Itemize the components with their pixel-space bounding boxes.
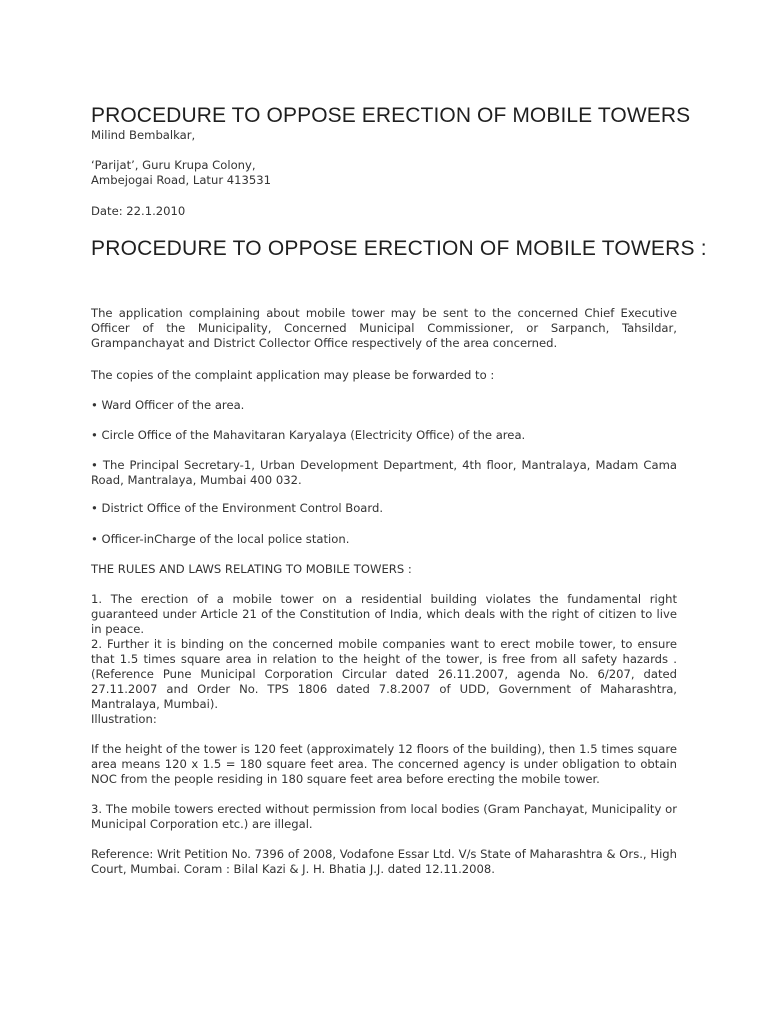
sender-address-line-2: Ambejogai Road, Latur 413531 [91, 173, 272, 187]
copies-lead-text: The copies of the complaint application may please be forwarded to : [91, 368, 495, 382]
rule-2-paragraph: 2. Further it is binding on the concerned mobile companies want to erect mobile tower, to ensure that 1.5 times square area in relation to the height of the tower, is free from all safety hazards . (Reference Pune Municipal Corporation Circular dated 26.11.2007, agenda No. 6/207, dated 27.11.2007 and Order No. TPS 1806 dated 7.8.2007 of UDD, Government of Maharashtra, Mantralaya, Mumbai). [91, 637, 677, 711]
illustration-paragraph: If the height of the tower is 120 feet (approximately 12 floors of the building), then 1.5 times square area means 120 x 1.5 = 180 square feet area. The concerned agency is under obligation to obtain NOC from the people residing in 180 square feet area before erecting the mobile tower. [91, 742, 677, 786]
section-heading: PROCEDURE TO OPPOSE ERECTION OF MOBILE TOWERS : [91, 237, 707, 260]
reference-paragraph: Reference: Writ Petition No. 7396 of 2008, Vodafone Essar Ltd. V/s State of Maharashtra & Ors., High Court, Mumbai. Coram : Bilal Kazi & J. H. Bhatia J.J. dated 12.11.2008. [91, 847, 677, 876]
recipient-item: • Officer-inCharge of the local police station. [91, 532, 350, 546]
sender-name: Milind Bembalkar, [91, 128, 196, 142]
document-title: PROCEDURE TO OPPOSE ERECTION OF MOBILE TOWERS [91, 104, 691, 127]
illustration-label: Illustration: [91, 712, 157, 726]
intro-paragraph: The application complaining about mobile tower may be sent to the concerned Chief Executive Officer of the Municipality, Concerned Municipal Commissioner, or Sarpanch, Tahsildar, Grampanchayat and District Collector Office respectively of the area concerned. [91, 306, 677, 350]
rules-heading: THE RULES AND LAWS RELATING TO MOBILE TOWERS : [91, 562, 412, 576]
recipient-item: • Ward Officer of the area. [91, 398, 245, 412]
rule-1-paragraph: 1. The erection of a mobile tower on a residential building violates the fundamental right guaranteed under Article 21 of the Constitution of India, which deals with the right of citizen to live in peace. [91, 592, 677, 636]
rule-3-paragraph: 3. The mobile towers erected without permission from local bodies (Gram Panchayat, Municipality or Municipal Corporation etc.) are illegal. [91, 802, 677, 831]
letter-date: Date: 22.1.2010 [91, 204, 186, 218]
recipient-item: • Circle Office of the Mahavitaran Karyalaya (Electricity Office) of the area. [91, 428, 526, 442]
recipient-item: • District Office of the Environment Control Board. [91, 501, 384, 515]
recipient-item: • The Principal Secretary-1, Urban Development Department, 4th floor, Mantralaya, Madam Cama Road, Mantralaya, Mumbai 400 032. [91, 458, 677, 487]
sender-address-line-1: ‘Parijat’, Guru Krupa Colony, [91, 158, 256, 172]
